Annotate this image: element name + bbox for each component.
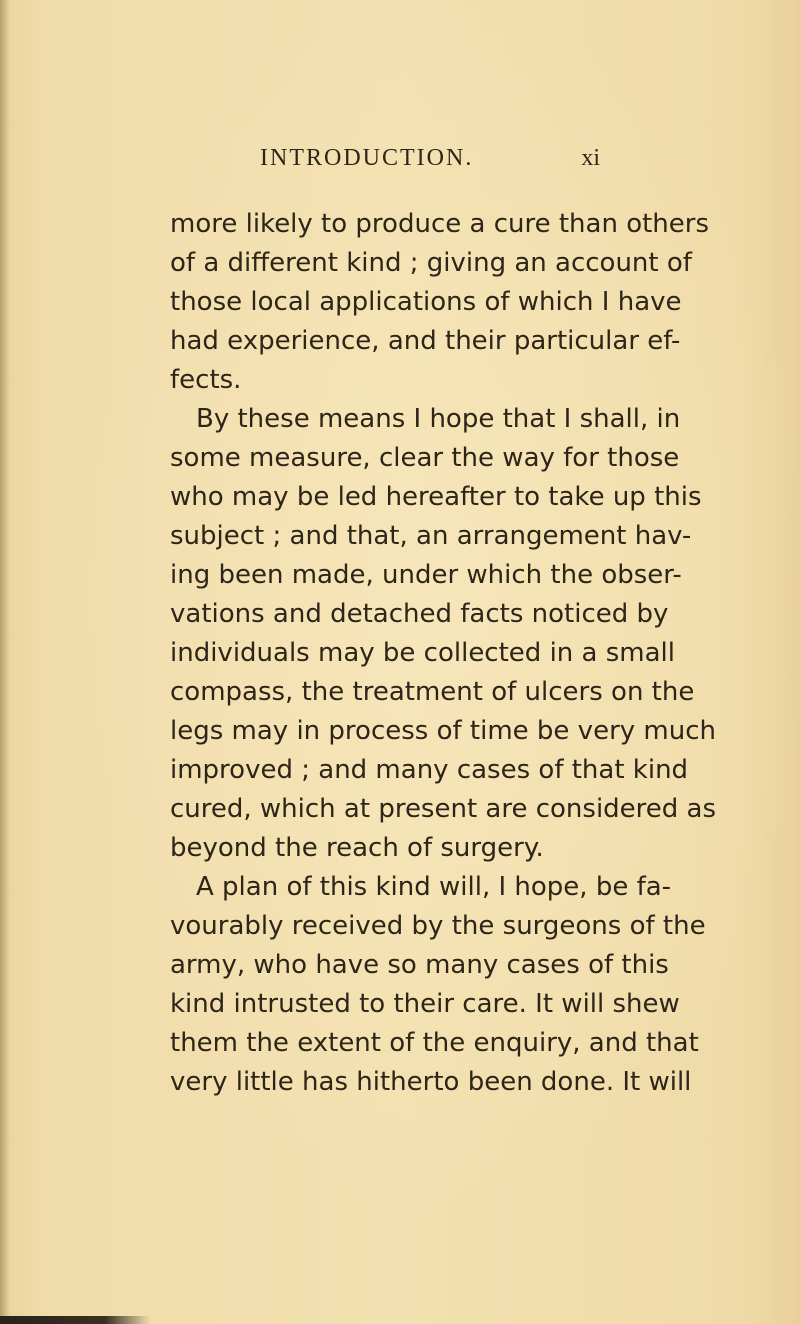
text-line: ing been made, under which the obser- <box>170 560 682 590</box>
body-text <box>170 205 717 1102</box>
text-line: kind intrusted to their care. It will shew <box>170 989 680 1019</box>
text-line: who may be led hereafter to take up this <box>170 482 702 512</box>
running-head-title: INTRODUCTION. <box>260 145 474 171</box>
text-line: them the extent of the enquiry, and that <box>170 1028 699 1058</box>
text-line: vations and detached facts noticed by <box>170 599 669 629</box>
text-line: vourably received by the surgeons of the <box>170 911 706 941</box>
text-line: A plan of this kind will, I hope, be fa- <box>196 872 672 902</box>
page-bottom-edge <box>0 1316 150 1324</box>
text-line: of a different kind ; giving an account of <box>170 248 692 278</box>
text-line: had experience, and their particular ef- <box>170 326 681 356</box>
text-line: very little has hitherto been done. It will <box>170 1067 692 1097</box>
text-line: some measure, clear the way for those <box>170 443 680 473</box>
text-line: more likely to produce a cure than others <box>170 209 710 239</box>
text-line: army, who have so many cases of this <box>170 950 669 980</box>
text-line: beyond the reach of surgery. <box>170 833 544 863</box>
text-line: cured, which at present are considered as <box>170 794 717 824</box>
text-line: fects. <box>170 365 242 395</box>
page-number: xi <box>581 145 600 171</box>
running-head <box>260 145 600 177</box>
text-line: subject ; and that, an arrangement hav- <box>170 521 692 551</box>
text-line: individuals may be collected in a small <box>170 638 675 668</box>
text-line: compass, the treatment of ulcers on the <box>170 677 695 707</box>
text-line: those local applications of which I have <box>170 287 682 317</box>
text-line: improved ; and many cases of that kind <box>170 755 689 785</box>
text-line: legs may in process of time be very much <box>170 716 716 746</box>
spine-shadow <box>0 0 10 1324</box>
text-line: By these means I hope that I shall, in <box>196 404 681 434</box>
